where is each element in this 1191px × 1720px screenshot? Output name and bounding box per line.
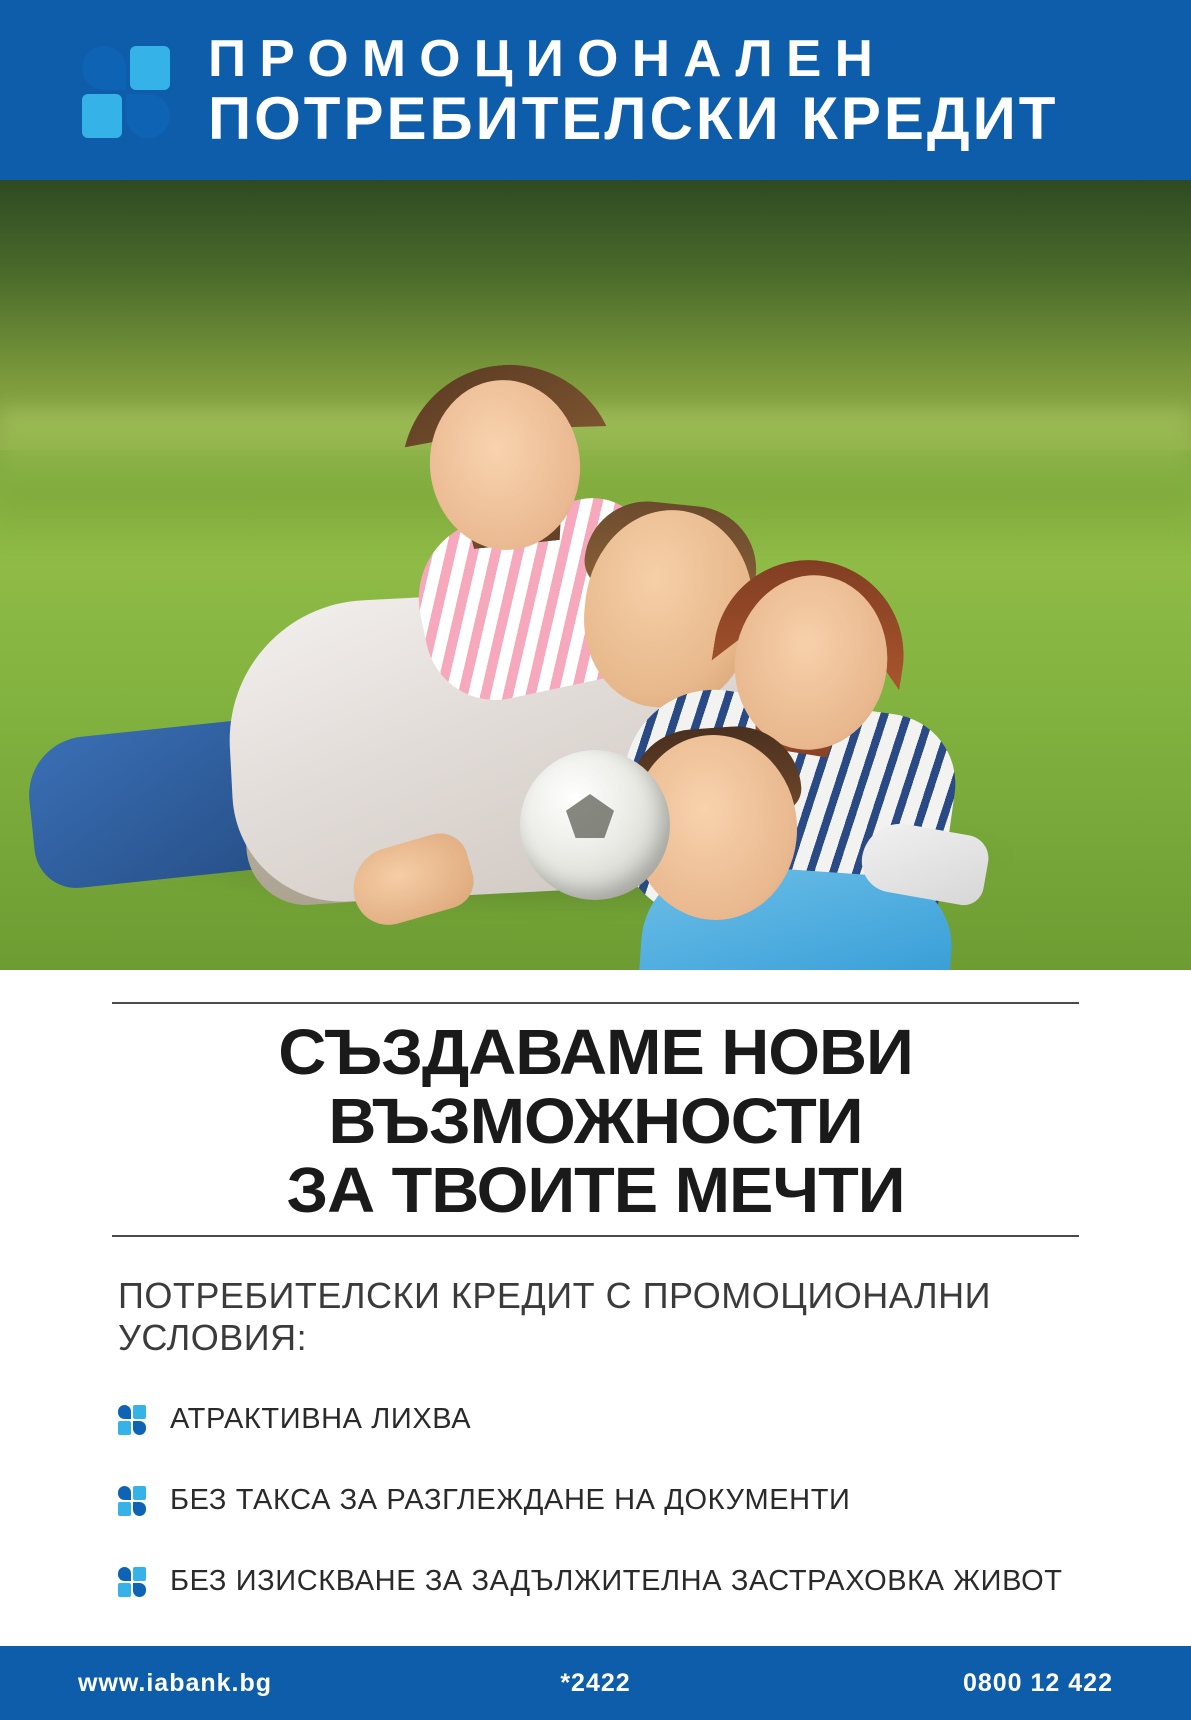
ia-bank-logo-icon [78, 44, 174, 140]
list-item [118, 1484, 1079, 1517]
divider-bottom [112, 1235, 1079, 1237]
header-titles [208, 29, 1059, 152]
headline [93, 1018, 1099, 1225]
poster-footer [0, 1646, 1191, 1720]
subheadline: ПОТРЕБИТЕЛСКИ КРЕДИТ С ПРОМОЦИОНАЛНИ УСЛОВИЯ: [118, 1275, 991, 1359]
poster-header [0, 0, 1191, 180]
list-item [118, 1403, 1079, 1436]
headline-line2: ЗА ТВОИТЕ МЕЧТИ [286, 1154, 905, 1227]
divider-top [112, 1002, 1079, 1004]
benefit-label: АТРАКТИВНА ЛИХВА [170, 1403, 472, 1436]
headline-line1: СЪЗДАВАМЕ НОВИ ВЪЗМОЖНОСТИ [278, 1016, 913, 1158]
benefit-label: БЕЗ ТАКСА ЗА РАЗГЛЕЖДАНЕ НА ДОКУМЕНТИ [170, 1484, 851, 1517]
footer-shortcode[interactable]: *2422 [560, 1668, 631, 1697]
list-item [118, 1565, 1079, 1598]
benefit-label: БЕЗ ИЗИСКВАНЕ ЗА ЗАДЪЛЖИТЕЛНА ЗАСТРАХОВКА ЖИВОТ [170, 1565, 1063, 1598]
poster-content [0, 970, 1191, 1646]
family-group [0, 180, 1191, 970]
hero-image [0, 180, 1191, 970]
footer-phone[interactable]: 0800 12 422 [962, 1668, 1113, 1697]
bullet-logo-icon [118, 1405, 148, 1435]
footer-website[interactable]: www.iabank.bg [78, 1668, 273, 1697]
header-title-line1: ПРОМОЦИОНАЛЕН [208, 29, 887, 88]
header-title-line2: ПОТРЕБИТЕЛСКИ КРЕДИТ [208, 84, 1059, 152]
benefits-list [112, 1403, 1079, 1598]
bullet-logo-icon [118, 1567, 148, 1597]
soccer-ball [520, 750, 670, 900]
bullet-logo-icon [118, 1486, 148, 1516]
